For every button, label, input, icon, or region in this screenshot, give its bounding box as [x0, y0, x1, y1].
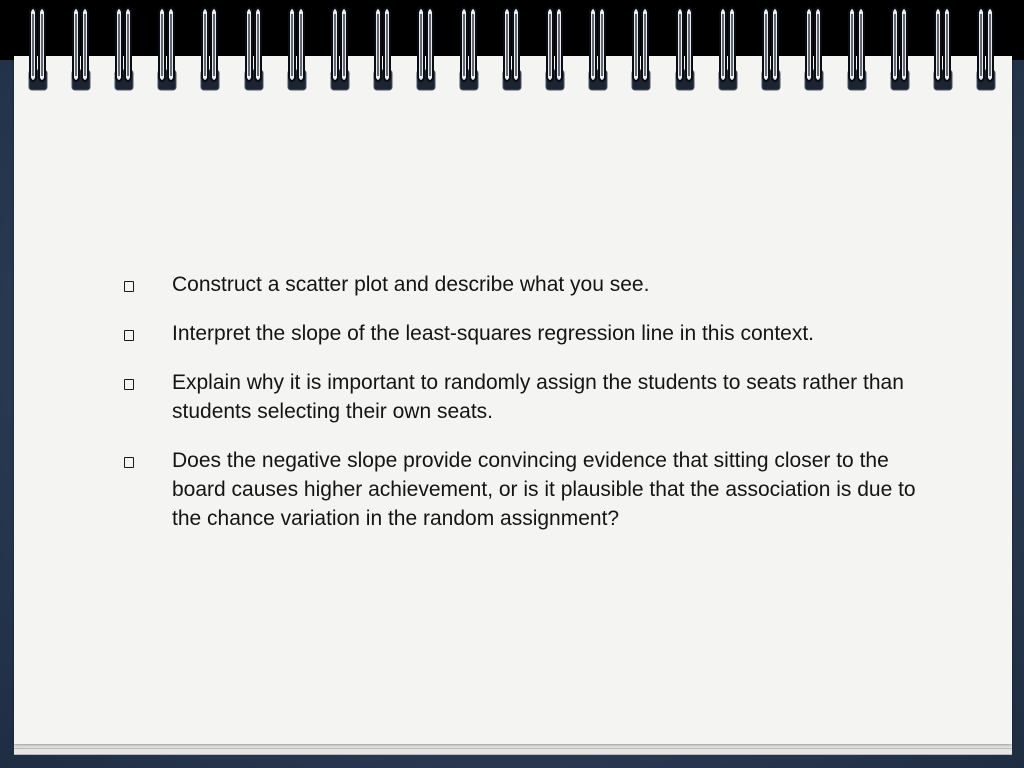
hollow-square-icon [124, 281, 134, 292]
binder-ring-shape [243, 6, 265, 92]
binder-ring-shape [372, 6, 394, 92]
binder-ring [113, 6, 135, 92]
binder-ring-shape [674, 6, 696, 92]
binder-ring-shape [717, 6, 739, 92]
binder-ring [329, 6, 351, 92]
binder-ring [803, 6, 825, 92]
bullet-text: Construct a scatter plot and describe what you see. [172, 273, 650, 296]
binder-ring [501, 6, 523, 92]
binder-ring-shape [889, 6, 911, 92]
binder-ring-shape [587, 6, 609, 92]
binder-ring [372, 6, 394, 92]
binder-ring [846, 6, 868, 92]
bullet-item [116, 446, 916, 533]
binder-ring-shape [544, 6, 566, 92]
binder-ring-shape [803, 6, 825, 92]
binder-ring-shape [329, 6, 351, 92]
binder-ring-shape [501, 6, 523, 92]
binder-ring-shape [760, 6, 782, 92]
binder-ring-shape [286, 6, 308, 92]
bullet-text: Explain why it is important to randomly assign the students to seats rather than students selecting their own seats. [172, 371, 904, 423]
binder-ring [674, 6, 696, 92]
binder-ring-shape [630, 6, 652, 92]
binder-ring [760, 6, 782, 92]
binder-ring [889, 6, 911, 92]
binder-ring [156, 6, 178, 92]
binder-ring [630, 6, 652, 92]
binder-ring [415, 6, 437, 92]
bullet-list [116, 270, 916, 533]
binder-ring [199, 6, 221, 92]
bullet-text: Does the negative slope provide convincing evidence that sitting closer to the board causes higher achievement, or is it plausible that the association is due to the chance variation in the random assignment? [172, 449, 916, 530]
binder-ring [932, 6, 954, 92]
bullet-item [116, 319, 916, 348]
bullet-item [116, 368, 916, 426]
hollow-square-icon [124, 379, 134, 390]
binder-ring [243, 6, 265, 92]
binder-ring [587, 6, 609, 92]
spiral-binding [0, 6, 1024, 92]
binder-ring [458, 6, 480, 92]
binder-ring-shape [458, 6, 480, 92]
hollow-square-icon [124, 457, 134, 468]
binder-ring-shape [113, 6, 135, 92]
bullet-item [116, 270, 916, 299]
binder-ring-shape [975, 6, 997, 92]
bullet-text: Interpret the slope of the least-squares regression line in this context. [172, 322, 815, 345]
binder-ring [544, 6, 566, 92]
hollow-square-icon [124, 330, 134, 341]
binder-ring [27, 6, 49, 92]
slide-content [116, 270, 916, 553]
binder-ring-shape [199, 6, 221, 92]
binder-ring-shape [70, 6, 92, 92]
binder-ring [975, 6, 997, 92]
binder-ring [717, 6, 739, 92]
binder-ring-shape [156, 6, 178, 92]
binder-ring-shape [415, 6, 437, 92]
binder-ring [70, 6, 92, 92]
binder-ring-shape [846, 6, 868, 92]
binder-ring [286, 6, 308, 92]
binder-ring-shape [27, 6, 49, 92]
binder-ring-shape [932, 6, 954, 92]
